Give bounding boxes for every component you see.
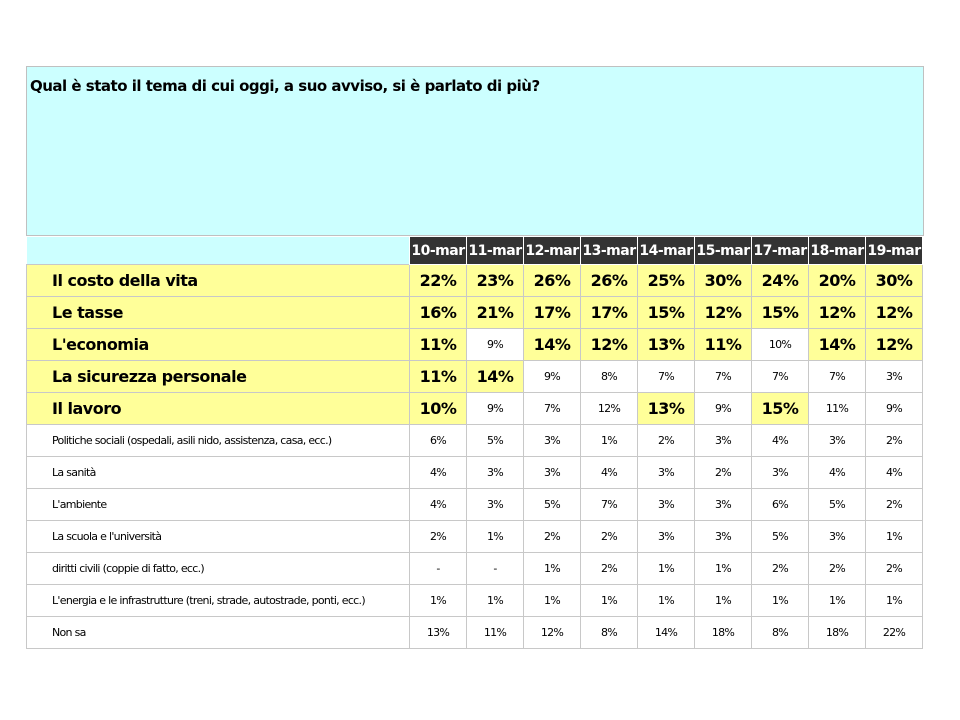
table-cell: 7%: [752, 361, 809, 393]
table-row: [27, 521, 923, 553]
row-label: Non sa: [27, 617, 410, 649]
table-cell: 12%: [581, 393, 638, 425]
table-cell: 1%: [467, 585, 524, 617]
table-cell: 3%: [638, 489, 695, 521]
table-cell: 13%: [638, 329, 695, 361]
table-cell: 3%: [524, 425, 581, 457]
table-cell: 1%: [809, 585, 866, 617]
table-cell: 11%: [410, 329, 467, 361]
table-row: [27, 329, 923, 361]
table-cell: 15%: [638, 297, 695, 329]
column-header-10-mar: 10-mar: [410, 237, 467, 265]
row-label: La sicurezza personale: [27, 361, 410, 393]
table-cell: 12%: [866, 297, 923, 329]
table-cell: 3%: [809, 521, 866, 553]
table-cell: 12%: [866, 329, 923, 361]
table-cell: 6%: [752, 489, 809, 521]
table-cell: 7%: [581, 489, 638, 521]
table-cell: 3%: [638, 457, 695, 489]
table-cell: 9%: [467, 329, 524, 361]
table-cell: 4%: [866, 457, 923, 489]
table-row: [27, 489, 923, 521]
table-cell: 1%: [524, 553, 581, 585]
table-cell: 3%: [467, 457, 524, 489]
table-row: [27, 265, 923, 297]
table-cell: 1%: [581, 425, 638, 457]
table-cell: 3%: [695, 521, 752, 553]
column-header-11-mar: 11-mar: [467, 237, 524, 265]
table-cell: 2%: [581, 521, 638, 553]
table-cell: 14%: [467, 361, 524, 393]
table-cell: 14%: [524, 329, 581, 361]
table-cell: 11%: [695, 329, 752, 361]
table-cell: 5%: [524, 489, 581, 521]
table-cell: 13%: [638, 393, 695, 425]
table-cell: 26%: [524, 265, 581, 297]
table-cell: 18%: [695, 617, 752, 649]
table-cell: 2%: [866, 425, 923, 457]
table-cell: 5%: [809, 489, 866, 521]
title-band: [26, 66, 924, 236]
table-cell: 1%: [581, 585, 638, 617]
table-cell: 9%: [866, 393, 923, 425]
table-cell: 15%: [752, 297, 809, 329]
table-body: [27, 265, 923, 649]
table-cell: 1%: [638, 553, 695, 585]
table-cell: 8%: [581, 617, 638, 649]
table-cell: 24%: [752, 265, 809, 297]
table-cell: 18%: [809, 617, 866, 649]
table-cell: 12%: [581, 329, 638, 361]
table-cell: 6%: [410, 425, 467, 457]
table-cell: 3%: [638, 521, 695, 553]
table-cell: 1%: [467, 521, 524, 553]
table-cell: 9%: [524, 361, 581, 393]
table-cell: 2%: [410, 521, 467, 553]
column-header-13-mar: 13-mar: [581, 237, 638, 265]
survey-table: [26, 236, 923, 649]
survey-table-frame: [26, 66, 924, 646]
table-cell: 2%: [809, 553, 866, 585]
table-cell: 7%: [638, 361, 695, 393]
table-cell: 20%: [809, 265, 866, 297]
table-cell: 2%: [695, 457, 752, 489]
table-cell: 7%: [524, 393, 581, 425]
header-row: [27, 237, 923, 265]
table-cell: 2%: [866, 553, 923, 585]
table-cell: 3%: [695, 489, 752, 521]
column-header-17-mar: 17-mar: [752, 237, 809, 265]
table-row: [27, 393, 923, 425]
table-cell: 3%: [524, 457, 581, 489]
table-cell: 12%: [524, 617, 581, 649]
table-cell: 8%: [752, 617, 809, 649]
table-cell: 8%: [581, 361, 638, 393]
table-cell: 1%: [410, 585, 467, 617]
table-cell: 4%: [410, 457, 467, 489]
row-label: Il costo della vita: [27, 265, 410, 297]
table-row: [27, 425, 923, 457]
table-cell: 2%: [866, 489, 923, 521]
row-label: L'ambiente: [27, 489, 410, 521]
table-row: [27, 297, 923, 329]
table-cell: 2%: [524, 521, 581, 553]
row-label: diritti civili (coppie di fatto, ecc.): [27, 553, 410, 585]
header-corner: [27, 237, 410, 265]
table-cell: 14%: [809, 329, 866, 361]
table-cell: 22%: [866, 617, 923, 649]
table-cell: 1%: [695, 585, 752, 617]
table-cell: 7%: [809, 361, 866, 393]
table-cell: 9%: [467, 393, 524, 425]
table-row: [27, 553, 923, 585]
table-cell: 1%: [866, 521, 923, 553]
column-header-14-mar: 14-mar: [638, 237, 695, 265]
table-cell: 1%: [695, 553, 752, 585]
table-cell: -: [410, 553, 467, 585]
table-cell: 3%: [695, 425, 752, 457]
row-label: Il lavoro: [27, 393, 410, 425]
table-cell: 9%: [695, 393, 752, 425]
table-cell: 2%: [752, 553, 809, 585]
table-cell: 3%: [467, 489, 524, 521]
table-cell: 17%: [581, 297, 638, 329]
table-cell: 5%: [467, 425, 524, 457]
table-cell: 4%: [581, 457, 638, 489]
table-cell: 2%: [581, 553, 638, 585]
chart-title: Qual è stato il tema di cui oggi, a suo avviso, si è parlato di più?: [30, 77, 540, 95]
table-cell: 4%: [410, 489, 467, 521]
row-label: Politiche sociali (ospedali, asili nido, assistenza, casa, ecc.): [27, 425, 410, 457]
column-header-19-mar: 19-mar: [866, 237, 923, 265]
table-cell: 30%: [866, 265, 923, 297]
table-cell: 3%: [866, 361, 923, 393]
table-cell: 1%: [638, 585, 695, 617]
row-label: La sanità: [27, 457, 410, 489]
table-cell: 13%: [410, 617, 467, 649]
table-cell: 11%: [467, 617, 524, 649]
table-cell: 25%: [638, 265, 695, 297]
table-cell: 10%: [410, 393, 467, 425]
column-header-18-mar: 18-mar: [809, 237, 866, 265]
column-header-15-mar: 15-mar: [695, 237, 752, 265]
table-cell: 12%: [809, 297, 866, 329]
table-cell: 21%: [467, 297, 524, 329]
table-cell: 12%: [695, 297, 752, 329]
table-cell: 5%: [752, 521, 809, 553]
table-cell: 30%: [695, 265, 752, 297]
column-header-12-mar: 12-mar: [524, 237, 581, 265]
table-cell: 7%: [695, 361, 752, 393]
table-cell: 11%: [809, 393, 866, 425]
table-cell: 4%: [752, 425, 809, 457]
table-cell: 26%: [581, 265, 638, 297]
table-cell: 23%: [467, 265, 524, 297]
table-cell: -: [467, 553, 524, 585]
table-row: [27, 617, 923, 649]
table-cell: 15%: [752, 393, 809, 425]
table-cell: 3%: [752, 457, 809, 489]
table-cell: 17%: [524, 297, 581, 329]
table-cell: 1%: [524, 585, 581, 617]
table-cell: 22%: [410, 265, 467, 297]
table-cell: 10%: [752, 329, 809, 361]
table-row: [27, 585, 923, 617]
row-label: La scuola e l'università: [27, 521, 410, 553]
table-cell: 14%: [638, 617, 695, 649]
table-row: [27, 457, 923, 489]
table-cell: 1%: [866, 585, 923, 617]
table-cell: 1%: [752, 585, 809, 617]
table-cell: 3%: [809, 425, 866, 457]
table-cell: 11%: [410, 361, 467, 393]
table-cell: 4%: [809, 457, 866, 489]
row-label: Le tasse: [27, 297, 410, 329]
table-cell: 16%: [410, 297, 467, 329]
row-label: L'energia e le infrastrutture (treni, strade, autostrade, ponti, ecc.): [27, 585, 410, 617]
table-row: [27, 361, 923, 393]
row-label: L'economia: [27, 329, 410, 361]
table-cell: 2%: [638, 425, 695, 457]
